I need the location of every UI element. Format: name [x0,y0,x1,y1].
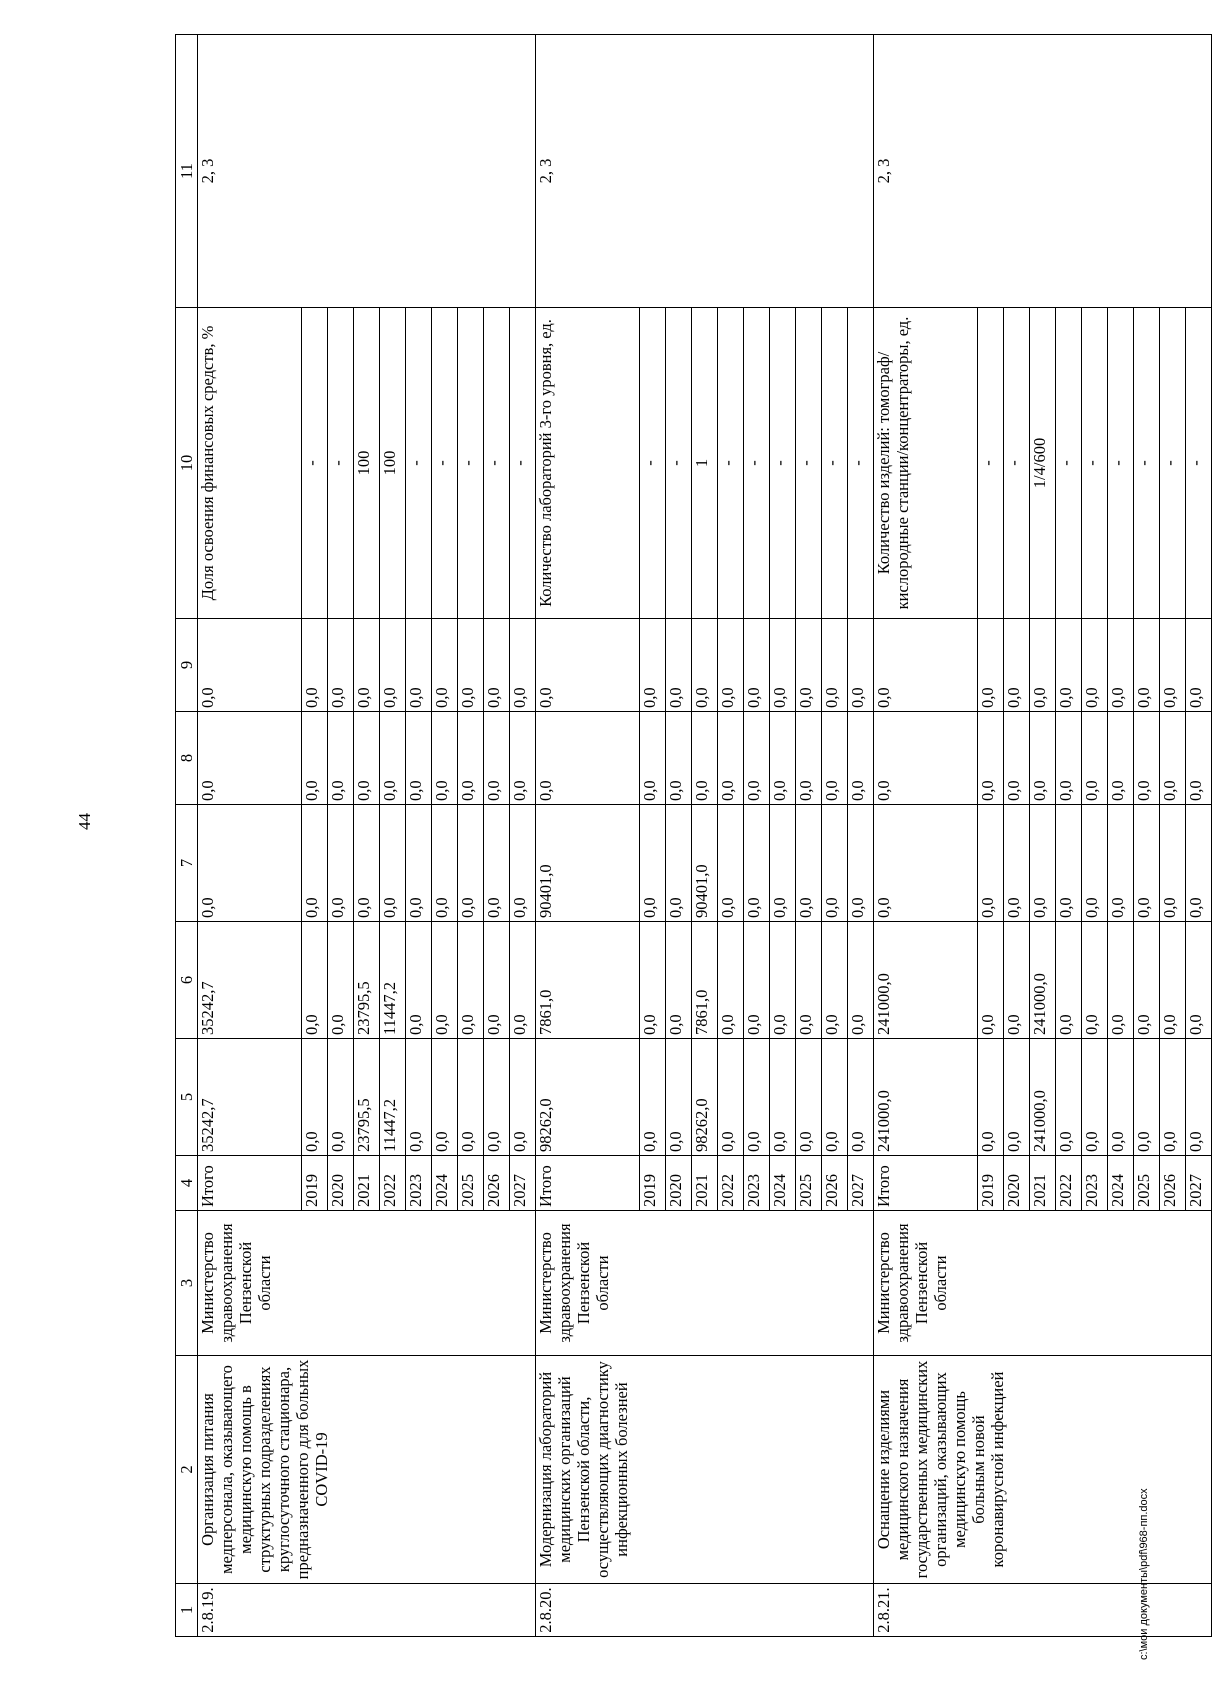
amount-cell: 0,0 [1004,922,1030,1039]
amount-cell: 0,0 [406,1039,432,1156]
indicator-value: - [978,308,1004,619]
activity-name: Оснащение изделиями медицинского назначения государственных медицинских организаций, оказывающих медицинскую помощь больным новой коронавирусной инфекцией [874,1356,1212,1584]
amount-cell: 0,0 [458,1039,484,1156]
amount-cell: 0,0 [484,922,510,1039]
year-cell: 2019 [640,1156,666,1211]
amount-cell: 0,0 [198,619,302,712]
amount-cell: 0,0 [432,922,458,1039]
amount-cell: 0,0 [1056,805,1082,922]
section-number: 2.8.19. [198,1584,536,1637]
amount-cell: 0,0 [510,619,536,712]
amount-cell: 0,0 [198,712,302,805]
indicator-name: Количество изделий: томограф/кислородные станции/концентраторы, ед. [874,308,978,619]
amount-cell: 0,0 [874,712,978,805]
executor-name: Министерство здравоохранения Пензенской области [198,1211,536,1356]
year-cell: 2020 [1004,1156,1030,1211]
year-cell: 2027 [848,1156,874,1211]
amount-cell: 0,0 [458,805,484,922]
amount-cell: 98262,0 [692,1039,718,1156]
amount-cell: 0,0 [1134,1039,1160,1156]
year-cell: 2022 [380,1156,406,1211]
year-cell: 2026 [1160,1156,1186,1211]
amount-cell: 0,0 [354,619,380,712]
indicator-value: - [302,308,328,619]
column-header: 6 [176,922,198,1039]
reference-cell: 2, 3 [198,35,536,308]
indicator-value: - [796,308,822,619]
amount-cell: 0,0 [1160,922,1186,1039]
amount-cell: 241000,0 [1030,922,1056,1039]
amount-cell: 0,0 [796,922,822,1039]
amount-cell: 0,0 [380,619,406,712]
amount-cell: 0,0 [1134,619,1160,712]
amount-cell: 0,0 [1108,712,1134,805]
amount-cell: 0,0 [666,619,692,712]
amount-cell: 0,0 [770,922,796,1039]
amount-cell: 0,0 [744,805,770,922]
amount-cell: 23795,5 [354,922,380,1039]
year-cell: 2021 [354,1156,380,1211]
amount-cell: 0,0 [1056,619,1082,712]
amount-cell: 0,0 [666,805,692,922]
indicator-value: - [744,308,770,619]
year-cell: Итого [536,1156,640,1211]
amount-cell: 0,0 [640,619,666,712]
amount-cell: 0,0 [1108,922,1134,1039]
amount-cell: 0,0 [978,712,1004,805]
amount-cell: 0,0 [432,712,458,805]
year-cell: 2021 [1030,1156,1056,1211]
year-cell: 2023 [406,1156,432,1211]
indicator-value: - [432,308,458,619]
table-row [536,35,640,1637]
indicator-value: - [1004,308,1030,619]
amount-cell: 0,0 [484,619,510,712]
amount-cell: 0,0 [354,805,380,922]
amount-cell: 0,0 [718,619,744,712]
column-header: 3 [176,1211,198,1356]
year-cell: Итого [198,1156,302,1211]
amount-cell: 0,0 [770,1039,796,1156]
indicator-name: Доля освоения финансовых средств, % [198,308,302,619]
amount-cell: 0,0 [406,712,432,805]
amount-cell: 0,0 [484,805,510,922]
activity-name: Организация питания медперсонала, оказывающего медицинскую помощь в структурных подразделениях круглосуточного стационара, предназначенного для больных COVID-19 [198,1356,536,1584]
table-row [874,35,978,1637]
year-cell: 2025 [1134,1156,1160,1211]
amount-cell: 0,0 [1108,619,1134,712]
indicator-value: - [822,308,848,619]
amount-cell: 0,0 [510,805,536,922]
amount-cell: 0,0 [640,1039,666,1156]
year-cell: 2025 [796,1156,822,1211]
amount-cell: 0,0 [640,922,666,1039]
amount-cell: 0,0 [744,1039,770,1156]
year-cell: 2021 [692,1156,718,1211]
reference-cell: 2, 3 [874,35,1212,308]
year-cell: 2024 [1108,1156,1134,1211]
amount-cell: 11447,2 [380,1039,406,1156]
amount-cell: 0,0 [406,922,432,1039]
reference-cell: 2, 3 [536,35,874,308]
column-header: 9 [176,619,198,712]
indicator-value: - [640,308,666,619]
year-cell: Итого [874,1156,978,1211]
indicator-value: - [1082,308,1108,619]
amount-cell: 0,0 [1134,805,1160,922]
amount-cell: 0,0 [406,805,432,922]
table-body [176,35,1212,1637]
column-header: 10 [176,308,198,619]
amount-cell: 0,0 [1082,922,1108,1039]
amount-cell: 0,0 [718,712,744,805]
column-header: 7 [176,805,198,922]
amount-cell: 0,0 [510,712,536,805]
year-cell: 2019 [302,1156,328,1211]
amount-cell: 0,0 [1108,805,1134,922]
amount-cell: 0,0 [1160,805,1186,922]
amount-cell: 0,0 [406,619,432,712]
indicator-value: - [1134,308,1160,619]
indicator-value: - [770,308,796,619]
amount-cell: 0,0 [718,922,744,1039]
amount-cell: 0,0 [484,1039,510,1156]
amount-cell: 0,0 [796,712,822,805]
year-cell: 2023 [1082,1156,1108,1211]
amount-cell: 0,0 [1186,619,1212,712]
amount-cell: 0,0 [1134,712,1160,805]
amount-cell: 0,0 [822,712,848,805]
amount-cell: 0,0 [536,619,640,712]
indicator-value: - [1186,308,1212,619]
amount-cell: 0,0 [380,712,406,805]
year-cell: 2026 [822,1156,848,1211]
amount-cell: 0,0 [1056,922,1082,1039]
amount-cell: 0,0 [536,712,640,805]
amount-cell: 0,0 [1004,1039,1030,1156]
amount-cell: 0,0 [458,712,484,805]
amount-cell: 0,0 [822,1039,848,1156]
amount-cell: 7861,0 [692,922,718,1039]
year-cell: 2022 [718,1156,744,1211]
amount-cell: 0,0 [640,712,666,805]
amount-cell: 0,0 [1160,1039,1186,1156]
amount-cell: 0,0 [354,712,380,805]
amount-cell: 0,0 [302,805,328,922]
activity-name: Модернизация лабораторий медицинских организаций Пензенской области, осуществляющих диагностику инфекционных болезней [536,1356,874,1584]
amount-cell: 0,0 [770,805,796,922]
amount-cell: 0,0 [380,805,406,922]
amount-cell: 0,0 [796,619,822,712]
indicator-value: 1/4/600 [1030,308,1056,619]
amount-cell: 0,0 [328,1039,354,1156]
amount-cell: 0,0 [432,1039,458,1156]
amount-cell: 0,0 [1108,1039,1134,1156]
amount-cell: 0,0 [198,805,302,922]
amount-cell: 0,0 [848,922,874,1039]
amount-cell: 0,0 [1004,712,1030,805]
amount-cell: 0,0 [510,1039,536,1156]
year-cell: 2024 [432,1156,458,1211]
amount-cell: 0,0 [1004,619,1030,712]
amount-cell: 0,0 [874,619,978,712]
program-activities-table [175,34,1212,1637]
column-header: 11 [176,35,198,308]
amount-cell: 241000,0 [874,1039,978,1156]
amount-cell: 0,0 [640,805,666,922]
section-number: 2.8.21. [874,1584,1212,1637]
amount-cell: 0,0 [1030,805,1056,922]
amount-cell: 0,0 [302,712,328,805]
table-row [198,35,302,1637]
amount-cell: 0,0 [1186,1039,1212,1156]
amount-cell: 0,0 [1160,619,1186,712]
amount-cell: 23795,5 [354,1039,380,1156]
year-cell: 2022 [1056,1156,1082,1211]
amount-cell: 0,0 [796,805,822,922]
executor-name: Министерство здравоохранения Пензенской области [874,1211,1212,1356]
amount-cell: 0,0 [1082,712,1108,805]
column-header: 8 [176,712,198,805]
section-number: 2.8.20. [536,1584,874,1637]
amount-cell: 0,0 [432,805,458,922]
amount-cell: 0,0 [770,712,796,805]
amount-cell: 0,0 [848,1039,874,1156]
amount-cell: 0,0 [328,805,354,922]
amount-cell: 0,0 [978,1039,1004,1156]
amount-cell: 7861,0 [536,922,640,1039]
amount-cell: 0,0 [328,619,354,712]
year-cell: 2020 [666,1156,692,1211]
column-header: 1 [176,1584,198,1637]
amount-cell: 90401,0 [692,805,718,922]
amount-cell: 0,0 [302,619,328,712]
indicator-value: - [1160,308,1186,619]
amount-cell: 0,0 [666,922,692,1039]
indicator-name: Количество лабораторий 3-го уровня, ед. [536,308,640,619]
amount-cell: 241000,0 [1030,1039,1056,1156]
indicator-value: - [458,308,484,619]
indicator-value: - [510,308,536,619]
amount-cell: 0,0 [484,712,510,805]
indicator-value: 1 [692,308,718,619]
year-cell: 2020 [328,1156,354,1211]
amount-cell: 0,0 [1186,805,1212,922]
column-header: 4 [176,1156,198,1211]
amount-cell: 0,0 [1186,712,1212,805]
amount-cell: 0,0 [1056,1039,1082,1156]
executor-name: Министерство здравоохранения Пензенской области [536,1211,874,1356]
amount-cell: 0,0 [848,805,874,922]
footer-file-path: c:\мои документы\pdf\968-пп.docx [1138,1488,1150,1660]
year-cell: 2027 [1186,1156,1212,1211]
amount-cell: 0,0 [848,712,874,805]
amount-cell: 0,0 [744,922,770,1039]
amount-cell: 0,0 [692,712,718,805]
indicator-value: - [328,308,354,619]
amount-cell: 0,0 [1056,712,1082,805]
column-number-row [176,35,198,1637]
amount-cell: 0,0 [978,619,1004,712]
amount-cell: 35242,7 [198,1039,302,1156]
amount-cell: 0,0 [744,712,770,805]
amount-cell: 0,0 [302,1039,328,1156]
indicator-value: - [484,308,510,619]
amount-cell: 0,0 [822,922,848,1039]
amount-cell: 0,0 [848,619,874,712]
amount-cell: 0,0 [978,805,1004,922]
amount-cell: 0,0 [874,805,978,922]
amount-cell: 98262,0 [536,1039,640,1156]
year-cell: 2019 [978,1156,1004,1211]
amount-cell: 0,0 [1186,922,1212,1039]
indicator-value: 100 [380,308,406,619]
amount-cell: 0,0 [302,922,328,1039]
year-cell: 2026 [484,1156,510,1211]
amount-cell: 0,0 [1082,805,1108,922]
amount-cell: 0,0 [822,619,848,712]
amount-cell: 0,0 [1004,805,1030,922]
amount-cell: 0,0 [1082,1039,1108,1156]
indicator-value: 100 [354,308,380,619]
amount-cell: 0,0 [744,619,770,712]
amount-cell: 0,0 [770,619,796,712]
year-cell: 2023 [744,1156,770,1211]
column-header: 2 [176,1356,198,1584]
indicator-value: - [666,308,692,619]
amount-cell: 0,0 [692,619,718,712]
amount-cell: 11447,2 [380,922,406,1039]
amount-cell: 241000,0 [874,922,978,1039]
amount-cell: 0,0 [458,922,484,1039]
indicator-value: - [1108,308,1134,619]
amount-cell: 0,0 [328,712,354,805]
amount-cell: 0,0 [978,922,1004,1039]
page-number: 44 [75,813,94,830]
year-cell: 2024 [770,1156,796,1211]
amount-cell: 0,0 [432,619,458,712]
indicator-value: - [718,308,744,619]
amount-cell: 0,0 [1030,712,1056,805]
amount-cell: 0,0 [1082,619,1108,712]
amount-cell: 0,0 [666,712,692,805]
amount-cell: 0,0 [718,805,744,922]
amount-cell: 0,0 [718,1039,744,1156]
indicator-value: - [1056,308,1082,619]
indicator-value: - [848,308,874,619]
amount-cell: 0,0 [1030,619,1056,712]
amount-cell: 0,0 [1160,712,1186,805]
amount-cell: 0,0 [510,922,536,1039]
indicator-value: - [406,308,432,619]
amount-cell: 35242,7 [198,922,302,1039]
amount-cell: 0,0 [822,805,848,922]
amount-cell: 0,0 [458,619,484,712]
amount-cell: 90401,0 [536,805,640,922]
amount-cell: 0,0 [328,922,354,1039]
amount-cell: 0,0 [1134,922,1160,1039]
column-header: 5 [176,1039,198,1156]
year-cell: 2027 [510,1156,536,1211]
year-cell: 2025 [458,1156,484,1211]
amount-cell: 0,0 [666,1039,692,1156]
amount-cell: 0,0 [796,1039,822,1156]
